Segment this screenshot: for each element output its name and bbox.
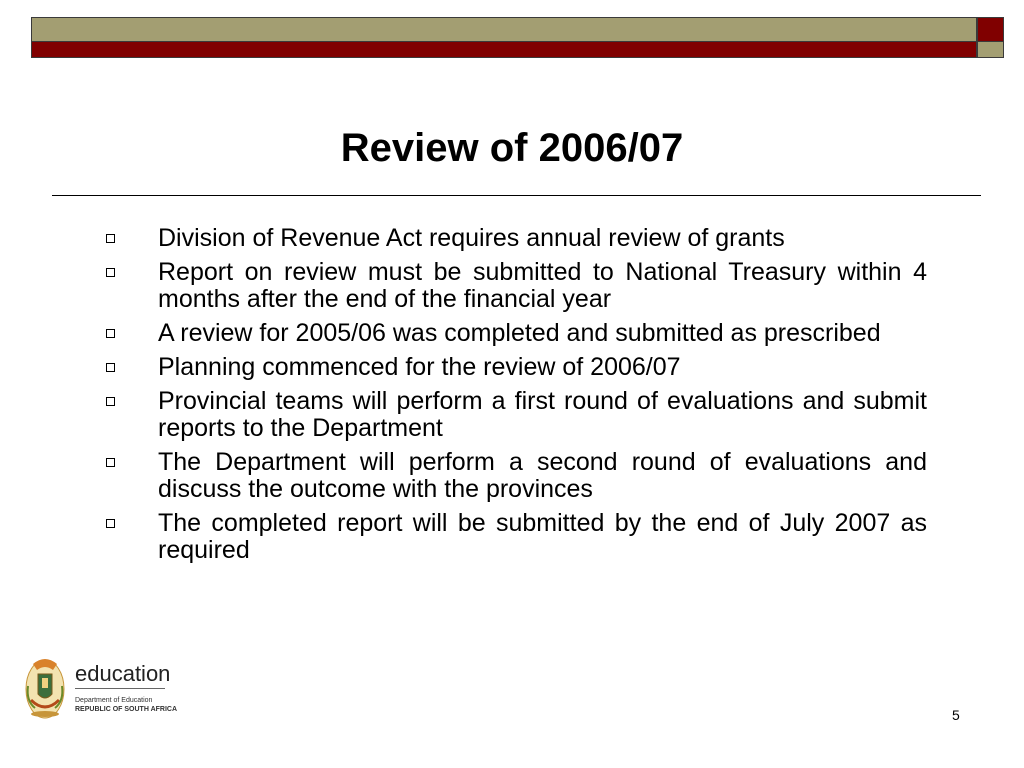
bullet-text: Planning commenced for the review of 2006/07: [158, 353, 681, 381]
bullet-text: A review for 2005/06 was completed and submitted as prescribed: [158, 319, 881, 347]
square-bullet-icon: [106, 234, 115, 243]
page-number: 5: [952, 707, 960, 723]
header-corner-olive: [977, 41, 1004, 58]
square-bullet-icon: [106, 363, 115, 372]
list-item: [158, 388, 927, 442]
title-divider: [52, 195, 981, 196]
square-bullet-icon: [106, 397, 115, 406]
logo-country: REPUBLIC OF SOUTH AFRICA: [75, 706, 178, 713]
list-item: [158, 354, 927, 381]
header-band-olive: [31, 17, 977, 42]
logo-department: Department of Education: [75, 697, 153, 704]
bullet-text: Report on review must be submitted to National Treasury within 4 months after the end of the financial year: [158, 258, 927, 313]
bullet-list: [158, 225, 927, 571]
bullet-text: Division of Revenue Act requires annual review of grants: [158, 224, 785, 252]
list-item: [158, 320, 927, 347]
square-bullet-icon: [106, 329, 115, 338]
bullet-text: The Department will perform a second round of evaluations and discuss the outcome with the provinces: [158, 448, 927, 503]
list-item: [158, 225, 927, 252]
bullet-text: Provincial teams will perform a first round of evaluations and submit reports to the Department: [158, 387, 927, 442]
header-corner-maroon: [977, 17, 1004, 42]
list-item: [158, 510, 927, 564]
list-item: [158, 449, 927, 503]
logo-divider: [75, 688, 165, 689]
square-bullet-icon: [106, 268, 115, 277]
bullet-text: The completed report will be submitted by the end of July 2007 as required: [158, 509, 927, 564]
square-bullet-icon: [106, 458, 115, 467]
logo-wordmark: education: [75, 661, 171, 686]
slide-title: Review of 2006/07: [340, 126, 684, 170]
square-bullet-icon: [106, 519, 115, 528]
header-band-maroon: [31, 41, 977, 58]
list-item: [158, 259, 927, 313]
